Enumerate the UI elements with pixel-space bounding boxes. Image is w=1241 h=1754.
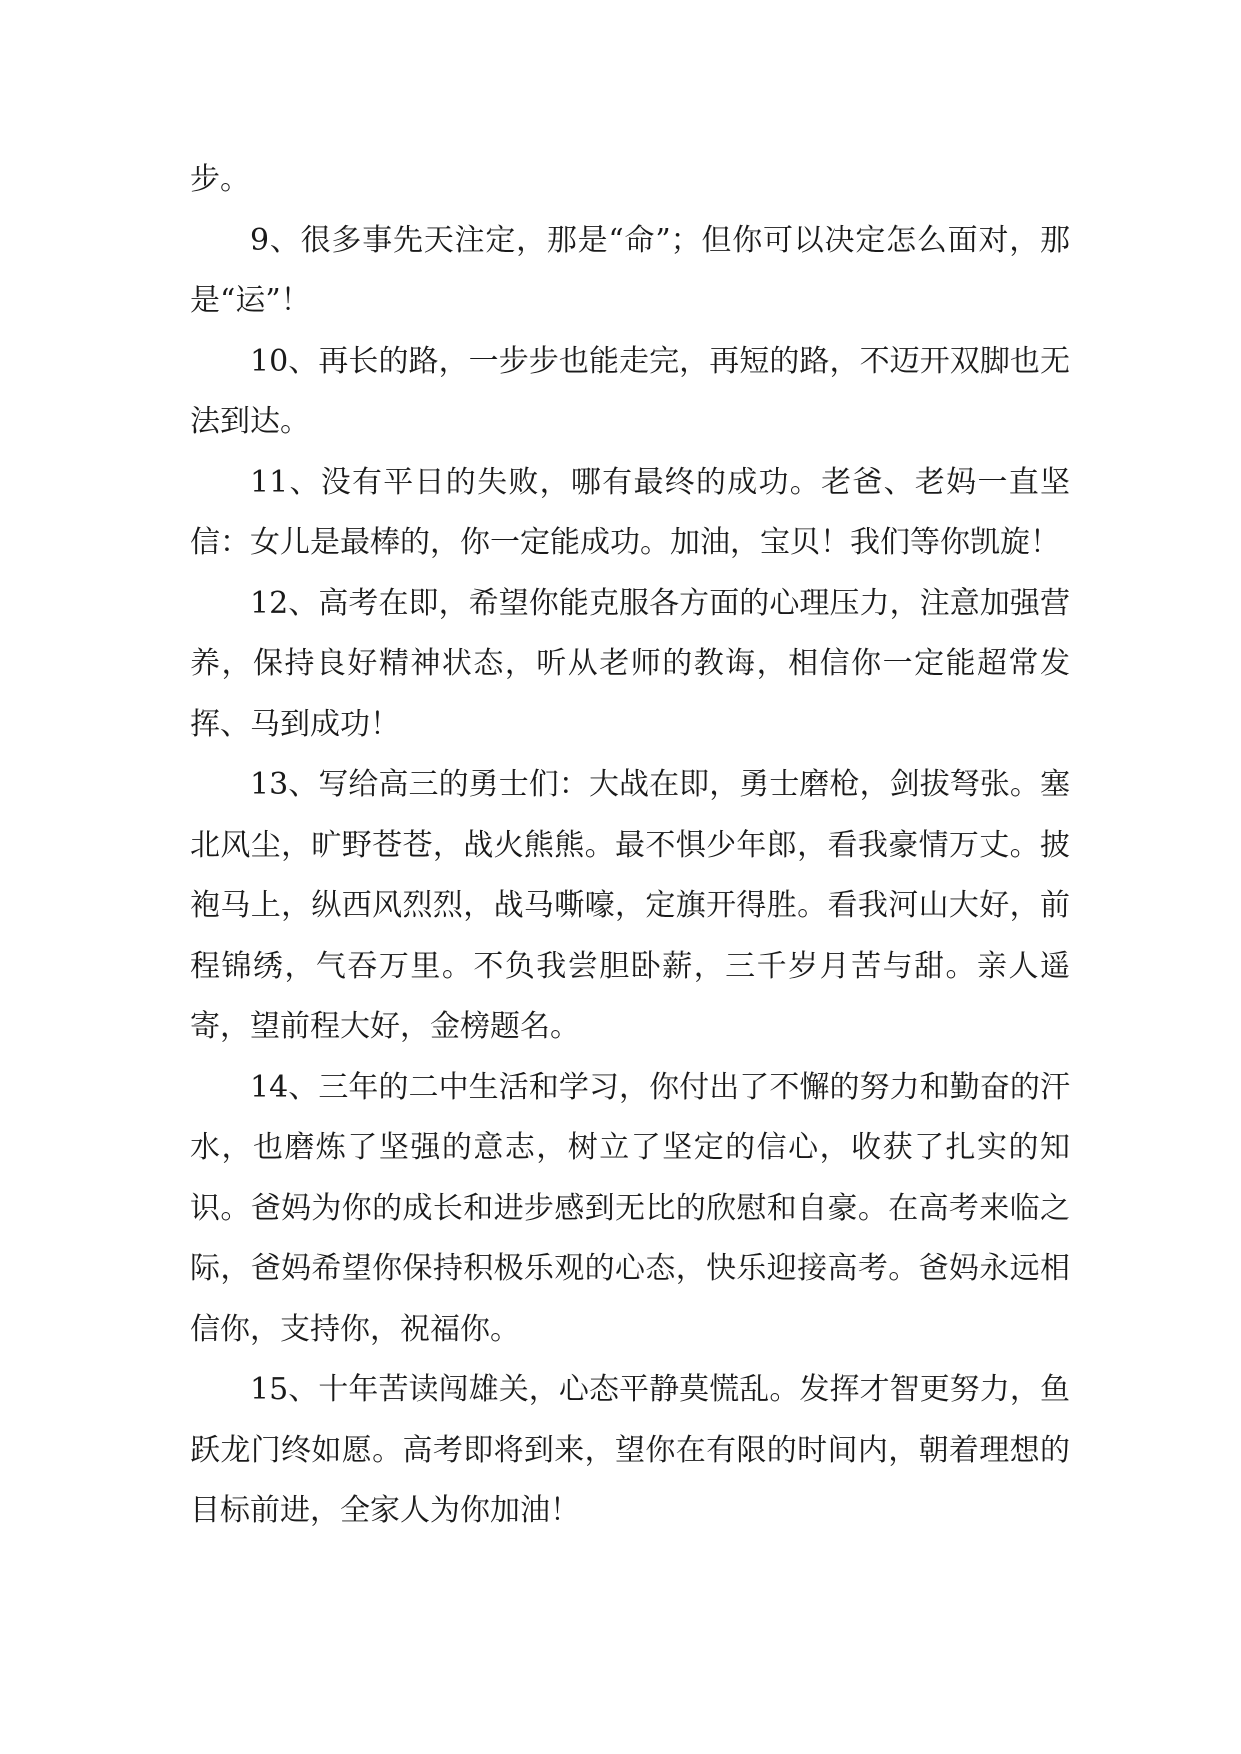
paragraph-item-14: 14、三年的二中生活和学习，你付出了不懈的努力和勤奋的汗水，也磨炼了坚强的意志，树立了坚定的信心，收获了扎实的知识。爸妈为你的成长和进步感到无比的欣慰和自豪。在高考来临之际，爸妈希望你保持积极乐观的心态，快乐迎接高考。爸妈永远相信你，支持你，祝福你。 [190, 1069, 1070, 1347]
paragraph-item-12: 12、高考在即，希望你能克服各方面的心理压力，注意加强营养，保持良好精神状态，听从老师的教诲，相信你一定能超常发挥、马到成功！ [190, 585, 1070, 742]
paragraph-item-10: 10、再长的路，一步步也能走完，再短的路，不迈开双脚也无法到达。 [190, 343, 1070, 439]
paragraph-item-11: 11、没有平日的失败，哪有最终的成功。老爸、老妈一直坚信：女儿是最棒的，你一定能成功。加油，宝贝！我们等你凯旋！ [190, 464, 1070, 560]
document-page [190, 150, 1070, 1542]
paragraph-continuation: 步。 [190, 162, 250, 197]
paragraph-item-13: 13、写给高三的勇士们：大战在即，勇士磨枪，剑拔弩张。塞北风尘，旷野苍苍，战火熊熊。最不惧少年郎，看我豪情万丈。披袍马上，纵西风烈烈，战马嘶嚎，定旗开得胜。看我河山大好，前程锦绣，气吞万里。不负我尝胆卧薪，三千岁月苦与甜。亲人遥寄，望前程大好，金榜题名。 [190, 767, 1070, 1044]
paragraph-item-15: 15、十年苦读闯雄关，心态平静莫慌乱。发挥才智更努力，鱼跃龙门终如愿。高考即将到来，望你在有限的时间内，朝着理想的目标前进，全家人为你加油！ [190, 1372, 1070, 1528]
paragraph-item-9: 9、很多事先天注定，那是“命”；但你可以决定怎么面对，那是“运”！ [190, 222, 1070, 318]
